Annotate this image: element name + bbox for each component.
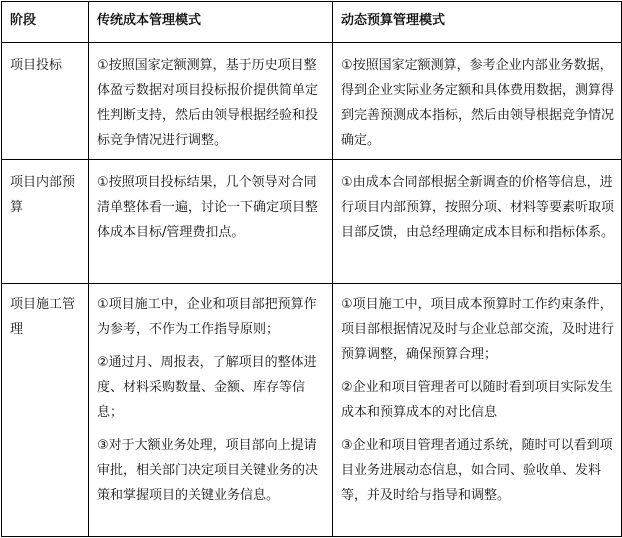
table-row — [2, 160, 622, 284]
header-traditional-mode: 传统成本管理模式 — [89, 2, 333, 43]
table-header-row — [2, 2, 622, 43]
header-dynamic-mode: 动态预算管理模式 — [333, 2, 622, 43]
cell-paragraph: ①按照项目投标结果，几个领导对合同清单整体看一遍，讨论一下确定项目整体成本目标/管理费扣点。 — [97, 175, 319, 240]
comparison-table — [1, 1, 622, 537]
dynamic-cell — [333, 43, 622, 160]
cell-paragraph: ③对于大额业务处理，项目部向上提请审批，相关部门决定项目关键业务的决策和掌握项目的关键业务信息。 — [97, 438, 319, 503]
table-row — [2, 284, 622, 537]
dynamic-cell — [333, 284, 622, 537]
cell-paragraph: ①由成本合同部根据全新调查的价格等信息，进行项目内部预算，按照分项、材料等要素听取项目部反馈，由总经理确定成本目标和指标体系。 — [341, 175, 615, 240]
cell-paragraph: ②企业和项目管理者可以随时看到项目实际发生成本和预算成本的对比信息 — [341, 380, 613, 420]
stage-cell: 项目投标 — [2, 43, 89, 160]
traditional-cell — [89, 43, 333, 160]
cell-paragraph: ①项目施工中，企业和项目部把预算作为参考，不作为工作指导原则； — [97, 297, 317, 337]
cell-paragraph: ①按照国家定额测算，基于历史项目整体盈亏数据对项目投标报价提供简单定性判断支持，然后由领导根据经验和投标竞争情况进行调整。 — [97, 58, 319, 148]
table-row — [2, 43, 622, 160]
traditional-cell — [89, 160, 333, 284]
cell-paragraph: ③企业和项目管理者通过系统，随时可以看到项目业务进展动态信息，如合同、验收单、发料等，并及时给与指导和调整。 — [341, 438, 613, 503]
stage-cell: 项目施工管理 — [2, 284, 89, 537]
cell-paragraph: ②通过月、周报表，了解项目的整体进度、材料采购数量、金额、库存等信息； — [97, 355, 317, 420]
dynamic-cell — [333, 160, 622, 284]
header-stage: 阶段 — [2, 2, 89, 43]
traditional-cell — [89, 284, 333, 537]
cell-paragraph: ①按照国家定额测算，参考企业内部业务数据，得到企业实际业务定额和具体费用数据，测算得到完善预测成本指标，然后由领导根据竞争情况确定。 — [341, 58, 615, 148]
cell-paragraph: ①项目施工中，项目成本预算时工作约束条件，项目部根据情况及时与企业总部交流，及时进行预算调整，确保预算合理； — [341, 297, 615, 362]
stage-cell: 项目内部预算 — [2, 160, 89, 284]
